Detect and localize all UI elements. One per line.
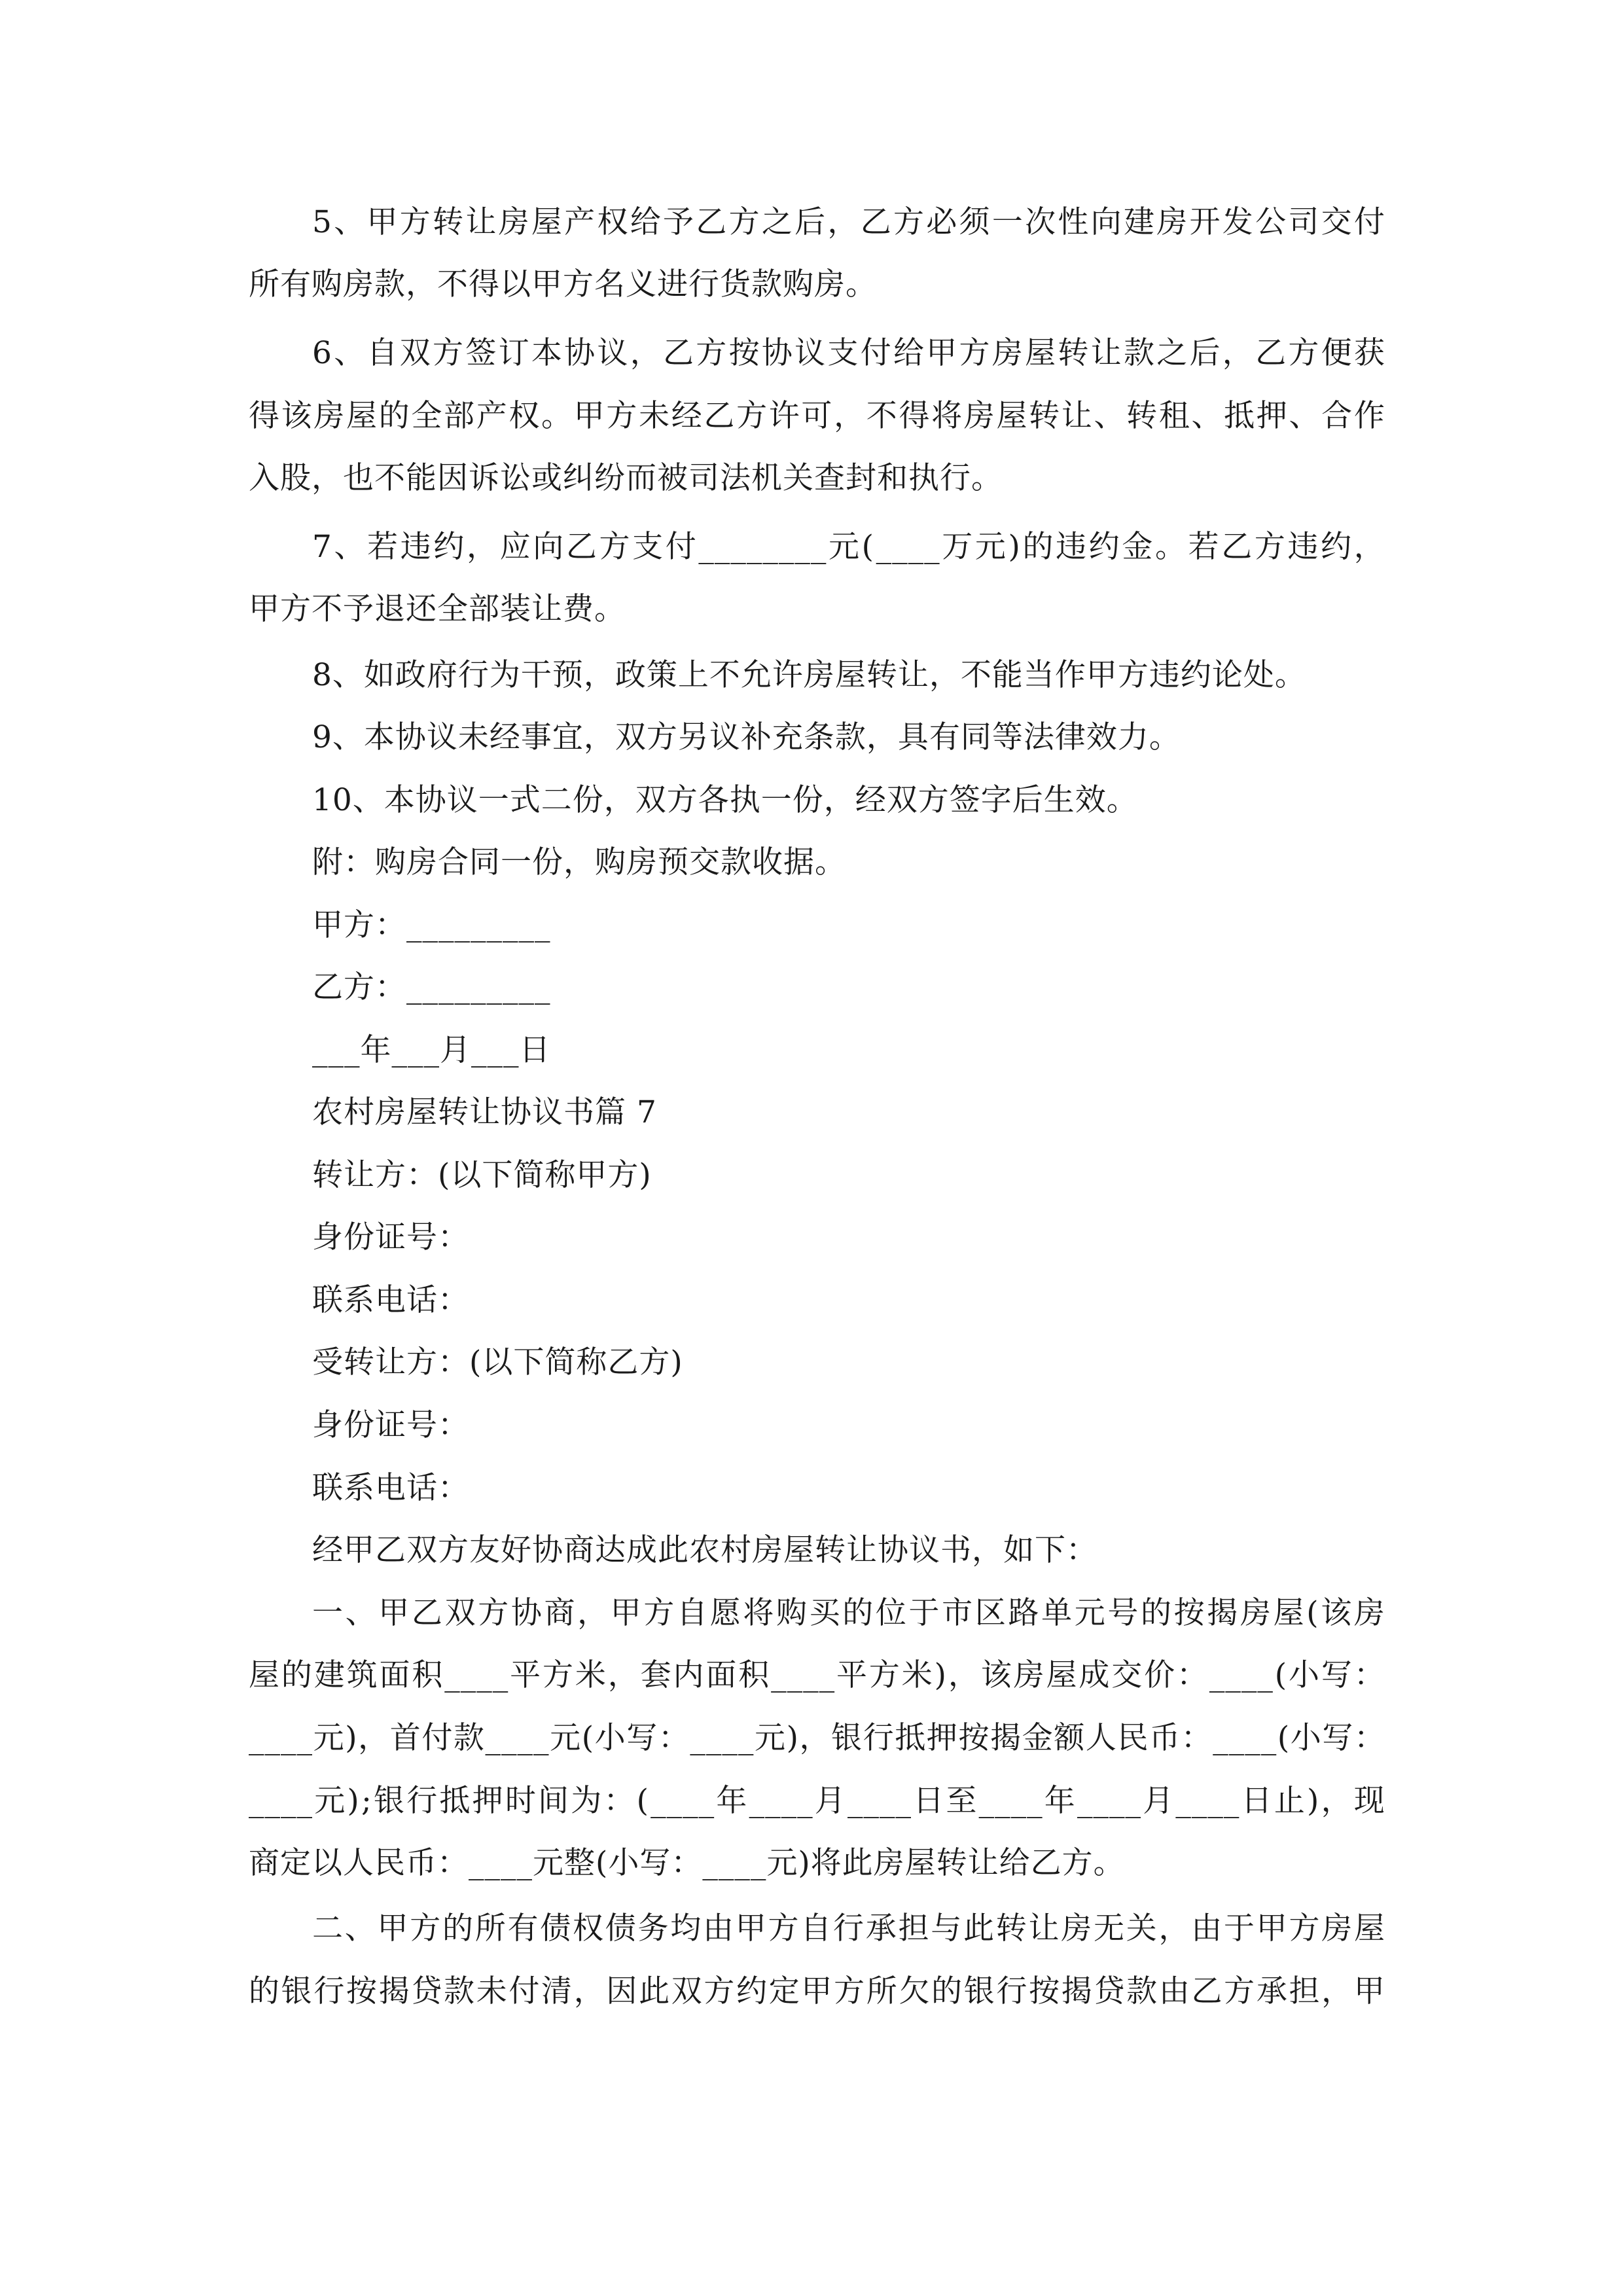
text-line: 身份证号： (312, 1219, 469, 1255)
text-line: 入股，也不能因诉讼或纠纷而被司法机关查封和执行。 (249, 460, 1003, 496)
text-line: ____ 元 ) ， 首 付 款 ____ 元 ( 小 写 ： ____ 元 ) ， 银 行 抵 押 按 揭 金 额 人 民 币 ： ____ ( 小 写 ： (249, 1720, 1385, 1756)
text-line: 的 银 行 按 揭 贷 款 未 付 清 ， 因 此 双 方 约 定 甲 方 所 欠 的 银 行 按 揭 贷 款 由 乙 方 承 担 ， 甲 (249, 1973, 1385, 2009)
text-line: ____ 元 ) ; 银 行 抵 押 时 间 为 ： ( ____ 年 ____ 月 ____ 日 至 ____ 年 ____ 月 ____ 日 止 ) ， 现 (249, 1783, 1385, 1819)
text-line: 所有购房款，不得以甲方名义进行货款购房。 (249, 266, 877, 302)
text-line: 二 、 甲 方 的 所 有 债 权 债 务 均 由 甲 方 自 行 承 担 与 此 转 让 房 无 关 ， 由 于 甲 方 房 屋 (312, 1910, 1385, 1946)
text-line: 身份证号： (312, 1407, 469, 1443)
text-line: 10、本协议一式二份，双方各执一份，经双方签字后生效。 (312, 782, 1138, 818)
text-line: 一 、 甲 乙 双 方 协 商 ， 甲 方 自 愿 将 购 买 的 位 于 市 区 路 单 元 号 的 按 揭 房 屋 ( 该 房 (312, 1595, 1385, 1631)
text-line: 联系电话： (312, 1470, 469, 1506)
text-line: 联系电话： (312, 1282, 469, 1318)
date-line: ___年___月___日 (312, 1032, 551, 1068)
text-line: 8、如政府行为干预，政策上不允许房屋转让，不能当作甲方违约论处。 (312, 657, 1306, 693)
text-line: 得 该 房 屋 的 全 部 产 权 。 甲 方 未 经 乙 方 许 可 ， 不 得 将 房 屋 转 让 、 转 租 、 抵 押 、 合 作 (249, 398, 1385, 434)
section-heading: 农村房屋转让协议书篇 7 (312, 1094, 657, 1130)
party-b-signature-line: 乙方：_________ (312, 969, 551, 1005)
text-line: 转让方：(以下简称甲方) (312, 1157, 652, 1193)
text-line: 6 、 自 双 方 签 订 本 协 议 ， 乙 方 按 协 议 支 付 给 甲 方 房 屋 转 让 款 之 后 ， 乙 方 便 获 (312, 335, 1385, 371)
text-line: 7 、 若 违 约 ， 应 向 乙 方 支 付 ________ 元 ( ____ 万 元 ) 的 违 约 金 。 若 乙 方 违 约 ， (312, 529, 1385, 565)
text-line: 受转让方：(以下简称乙方) (312, 1344, 683, 1380)
party-a-signature-line: 甲方：_________ (312, 907, 551, 943)
text-line: 附：购房合同一份，购房预交款收据。 (312, 844, 846, 880)
text-line: 甲方不予退还全部装让费。 (249, 591, 626, 627)
text-line: 5 、 甲 方 转 让 房 屋 产 权 给 予 乙 方 之 后 ， 乙 方 必 须 一 次 性 向 建 房 开 发 公 司 交 付 (312, 204, 1385, 240)
text-line: 经甲乙双方友好协商达成此农村房屋转让协议书，如下： (312, 1532, 1097, 1568)
text-line: 商定以人民币：____元整(小写：____元)将此房屋转让给乙方。 (249, 1845, 1125, 1881)
text-line: 9、本协议未经事宜，双方另议补充条款，具有同等法律效力。 (312, 719, 1181, 755)
text-line: 屋 的 建 筑 面 积 ____ 平 方 米 ， 套 内 面 积 ____ 平 方 米 ) ， 该 房 屋 成 交 价 ： ____ ( 小 写 ： (249, 1657, 1385, 1693)
